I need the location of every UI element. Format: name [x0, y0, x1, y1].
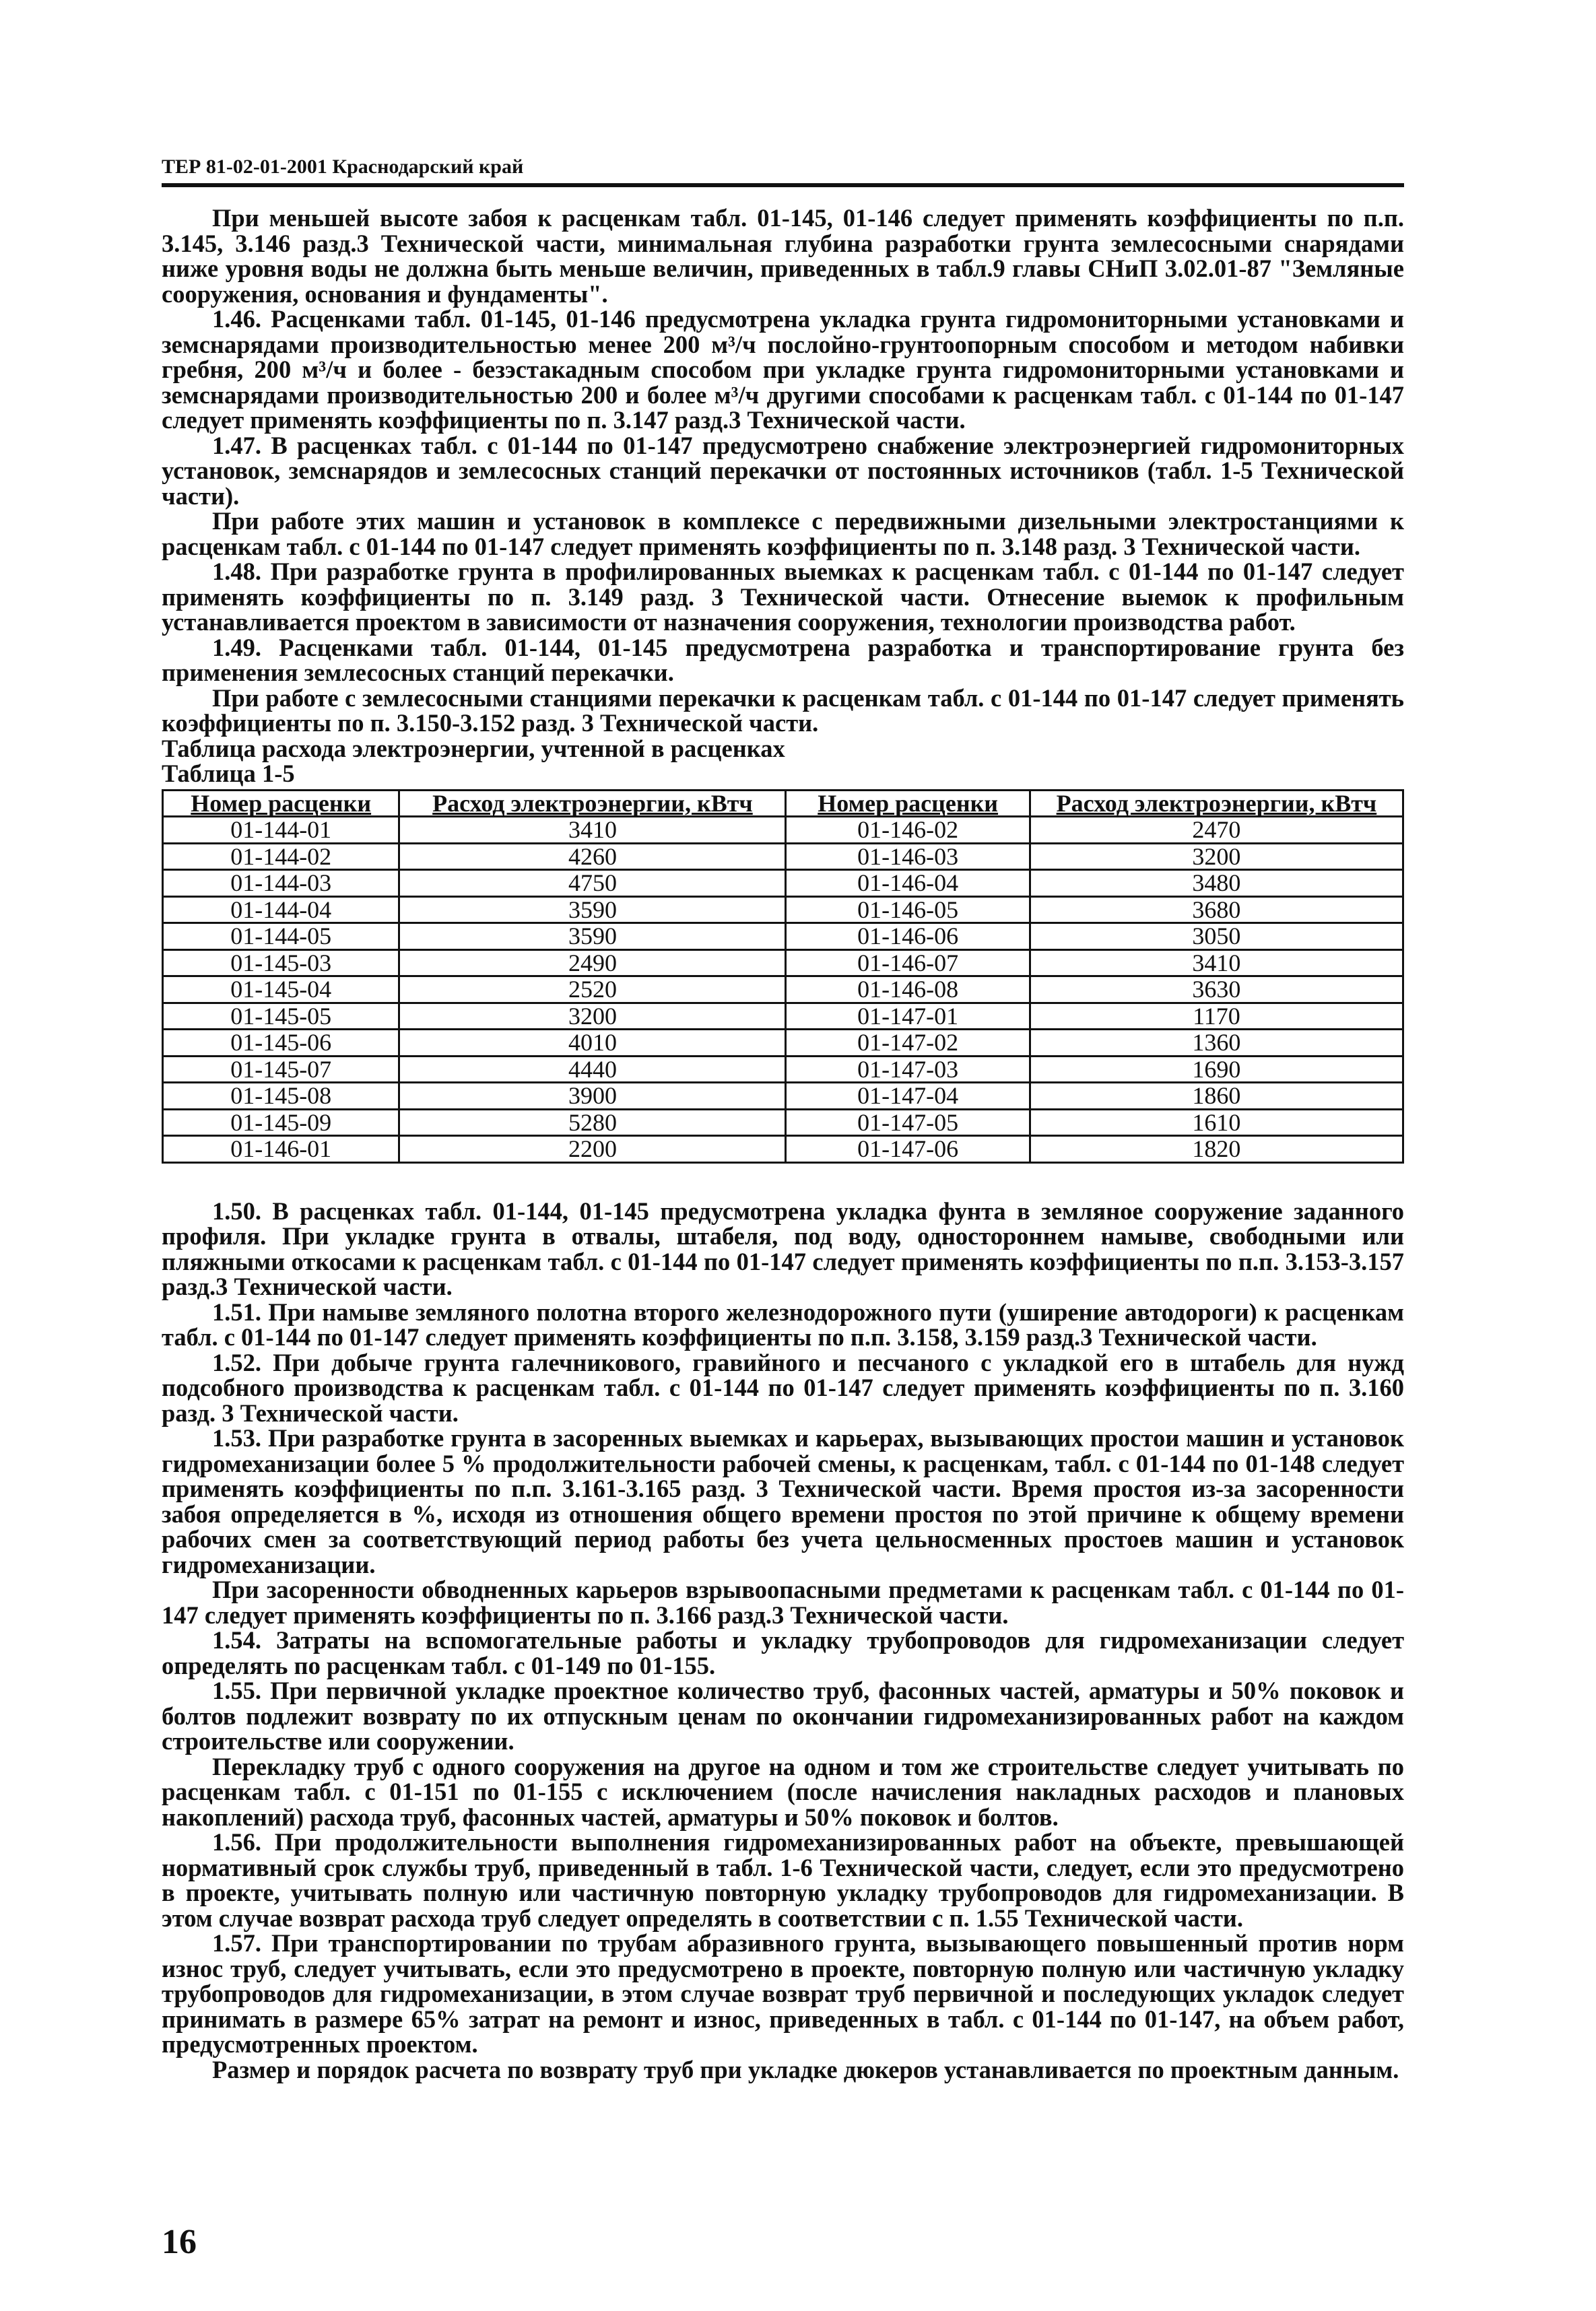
table-cell: 01-147-04 [786, 1083, 1030, 1110]
table-cell: 4440 [399, 1056, 786, 1083]
page-number: 16 [162, 2223, 197, 2261]
paragraph: При засоренности обводненных карьеров взрывоопасными предметами к расценкам табл. с 01-144 по 01-147 следует применять коэффициенты по п. 3.166 разд.3 Технической части. [162, 1576, 1404, 1629]
table-row [163, 976, 1403, 1003]
table-cell: 2470 [1030, 817, 1403, 844]
table-cell: 1170 [1030, 1003, 1403, 1030]
table-cell: 3590 [399, 896, 786, 923]
paragraph: При работе этих машин и установок в комплексе с передвижными дизельными электростанциями к расценкам табл. с 01-144 по 01-147 следует применять коэффициенты по п. 3.148 разд. 3 Технической части. [162, 507, 1404, 560]
paragraph: 1.52. При добыче грунта галечникового, гравийного и песчаного с укладкой его в штабель для нужд подсобного производства к расценкам табл. с 01-144 по 01-147 следует применять коэффициенты по п. 3.160 разд. 3 Технической части. [162, 1348, 1404, 1427]
table-cell: 01-147-03 [786, 1056, 1030, 1083]
page-header: ТЕР 81-02-01-2001 Краснодарский край [162, 156, 524, 178]
table-cell: 3590 [399, 923, 786, 950]
table-cell: 01-147-02 [786, 1030, 1030, 1057]
table-cell: 01-146-05 [786, 896, 1030, 923]
table-row [163, 1003, 1403, 1030]
table-cell: 01-144-01 [163, 817, 399, 844]
table-cell: 3410 [399, 817, 786, 844]
table-cell: 01-146-03 [786, 843, 1030, 870]
table-row [163, 817, 1403, 844]
table-cell: 01-147-06 [786, 1136, 1030, 1163]
table-cell: 2520 [399, 976, 786, 1003]
table-row [163, 1030, 1403, 1057]
table-cell: 1610 [1030, 1109, 1403, 1136]
paragraph: При работе с землесосными станциями перекачки к расценкам табл. с 01-144 по 01-147 следует применять коэффициенты по п. 3.150-3.152 разд. 3 Технической части. [162, 683, 1404, 737]
paragraph: 1.47. В расценках табл. с 01-144 по 01-147 предусмотрено снабжение электроэнергией гидромониторных установок, земснарядов и землесосных станций перекачки от постоянных источников (табл. 1-5 Технической части). [162, 431, 1404, 510]
table-cell: 01-145-06 [163, 1030, 399, 1057]
table-cell: 01-144-05 [163, 923, 399, 950]
paragraph: 1.55. При первичной укладке проектное количество труб, фасонных частей, арматуры и 50% поковок и болтов подлежит возврату по их отпускным ценам по окончании гидромеханизированных работ на каждом строительстве или сооружении. [162, 1677, 1404, 1755]
table-cell: 01-146-07 [786, 949, 1030, 976]
paragraph: 1.48. При разработке грунта в профилированных выемках к расценкам табл. с 01-144 по 01-147 следует применять коэффициенты по п. 3.149 разд. 3 Технической части. Отнесение выемок к профильным устанавливается проектом в зависимости от назначения сооружения, технологии производства работ. [162, 558, 1404, 636]
table-cell: 01-146-01 [163, 1136, 399, 1163]
paragraph: Размер и порядок расчета по возврату труб при укладке дюкеров устанавливается по проектным данным. [212, 2055, 1399, 2083]
table-cell: 01-147-05 [786, 1109, 1030, 1136]
table-cell: 4260 [399, 843, 786, 870]
table-cell: 1360 [1030, 1030, 1403, 1057]
paragraph: Перекладку труб с одного сооружения на другое на одном и том же строительстве следует учитывать по расценкам табл. с 01-151 по 01-155 с исключением (после начисления накладных расходов и плановых накоплений) расхода труб, фасонных частей, арматуры и 50% поковок и болтов. [162, 1752, 1404, 1831]
paragraphs-after-table [162, 1199, 1404, 2083]
paragraph: 1.49. Расценками табл. 01-144, 01-145 предусмотрена разработка и транспортирование грунта без применения землесосных станций перекачки. [162, 633, 1404, 686]
paragraph: 1.50. В расценках табл. 01-144, 01-145 предусмотрена укладка фунта в земляное сооружение заданного профиля. При укладке грунта в отвалы, штабеля, под воду, одностороннем намыве, свободными или пляжными откосами к расценкам табл. с 01-144 по 01-147 следует применять коэффициенты по п.п. 3.153-3.157 разд.3 Технической части. [162, 1197, 1404, 1300]
table-cell: 01-146-08 [786, 976, 1030, 1003]
paragraph: 1.57. При транспортировании по трубам абразивного грунта, вызывающего повышенный против норм износ труб, следует учитывать, если это предусмотрено в проекте, повторную полную или частичную укладку трубопроводов для гидромеханизации, в этом случае возврат труб первичной и последующих укладок следует принимать в размере 65% затрат на ремонт и износ, приведенных в табл. с 01-144 по 01-147, на объем работ, предусмотренных проектом. [162, 1929, 1404, 2058]
paragraph: При меньшей высоте забоя к расценкам табл. 01-145, 01-146 следует применять коэффициенты по п.п. 3.145, 3.146 разд.3 Технической части, минимальная глубина разработки грунта землесосными снарядами ниже уровня воды не должна быть меньше величин, приведенных в табл.9 главы СНиП 3.02.01-87 "Земляные сооружения, основания и фундаменты". [162, 204, 1404, 308]
table-cell: 1860 [1030, 1083, 1403, 1110]
table-cell: 1820 [1030, 1136, 1403, 1163]
table-cell: 01-146-06 [786, 923, 1030, 950]
table-cell: 4010 [399, 1030, 786, 1057]
header-cell-rate-number-2: Номер расценки [786, 790, 1030, 817]
table-cell: 01-144-04 [163, 896, 399, 923]
table-header-row [163, 790, 1403, 817]
table-row [163, 1056, 1403, 1083]
table-row [163, 843, 1403, 870]
table-cell: 3630 [1030, 976, 1403, 1003]
header-cell-energy-1: Расход электроэнергии, кВтч [399, 790, 786, 817]
table-row [163, 896, 1403, 923]
electricity-table [162, 789, 1404, 1164]
paragraphs-before-table [162, 205, 1404, 736]
table-cell: 01-144-03 [163, 870, 399, 897]
table-cell: 3050 [1030, 923, 1403, 950]
table-row [163, 1136, 1403, 1163]
table-cell: 4750 [399, 870, 786, 897]
paragraph: 1.56. При продолжительности выполнения гидромеханизированных работ на объекте, превышающей нормативный срок службы труб, приведенный в табл. 1-6 Технической части, следует, если это предусмотрено в проекте, учитывать полную или частичную повторную укладку трубопроводов для гидромеханизации. В этом случае возврат расхода труб следует определять в соответствии с п. 1.55 Технической части. [162, 1828, 1404, 1932]
table-cell: 2490 [399, 949, 786, 976]
header-cell-energy-2: Расход электроэнергии, кВтч [1030, 790, 1403, 817]
table-cell: 01-145-03 [163, 949, 399, 976]
table-cell: 01-145-07 [163, 1056, 399, 1083]
paragraph: 1.53. При разработке грунта в засоренных выемках и карьерах, вызывающих простои машин и установок гидромеханизации более 5 % продолжительности рабочей смены, к расценкам, табл. с 01-144 по 01-148 следует применять коэффициенты по п.п. 3.161-3.165 разд. 3 Технической части. Время простоя из-за засоренности забоя определяется в %, исходя из отношения общего времени простоя по этой причине к общему времени рабочих смен за соответствующий период работы без учета цельносменных простоев машин и установок гидромеханизации. [162, 1424, 1404, 1578]
table-cell: 01-145-09 [163, 1109, 399, 1136]
table-title: Таблица расхода электроэнергии, учтенной в расценках [162, 734, 785, 762]
table-cell: 3480 [1030, 870, 1403, 897]
table-body [163, 817, 1403, 1163]
table-cell: 1690 [1030, 1056, 1403, 1083]
table-number: Таблица 1-5 [162, 760, 295, 787]
table-cell: 01-145-08 [163, 1083, 399, 1110]
table-cell: 01-146-04 [786, 870, 1030, 897]
table-row [163, 923, 1403, 950]
table-cell: 3200 [399, 1003, 786, 1030]
table-row [163, 870, 1403, 897]
table-cell: 01-146-02 [786, 817, 1030, 844]
table-cell: 01-145-05 [163, 1003, 399, 1030]
header-rule [162, 183, 1404, 187]
table-row [163, 949, 1403, 976]
table-cell: 5280 [399, 1109, 786, 1136]
table-cell: 2200 [399, 1136, 786, 1163]
table-cell: 3410 [1030, 949, 1403, 976]
paragraph: 1.46. Расценками табл. 01-145, 01-146 предусмотрена укладка грунта гидромониторными установками и земснарядами производительностью менее 200 м³/ч послойно-грунтоопорным способом и методом набивки гребня, 200 м³/ч и более - безэстакадным способом при укладке грунта гидромониторными установками и земснарядами производительностью 200 и более м³/ч другими способами к расценкам табл. с 01-144 по 01-147 следует применять коэффициенты по п. 3.147 разд.3 Технической части. [162, 305, 1404, 434]
table-row [163, 1083, 1403, 1110]
paragraph: 1.51. При намыве земляного полотна второго железнодорожного пути (уширение автодороги) к расценкам табл. с 01-144 по 01-147 следует применять коэффициенты по п.п. 3.158, 3.159 разд.3 Технической части. [162, 1298, 1404, 1351]
table-cell: 3900 [399, 1083, 786, 1110]
table-cell: 3200 [1030, 843, 1403, 870]
table-cell: 01-144-02 [163, 843, 399, 870]
header-cell-rate-number-1: Номер расценки [163, 790, 399, 817]
table-cell: 3680 [1030, 896, 1403, 923]
table-cell: 01-145-04 [163, 976, 399, 1003]
table-row [163, 1109, 1403, 1136]
page-content [162, 205, 1404, 2082]
table-cell: 01-147-01 [786, 1003, 1030, 1030]
paragraph: 1.54. Затраты на вспомогательные работы и укладку трубопроводов для гидромеханизации следует определять по расценкам табл. с 01-149 по 01-155. [162, 1626, 1404, 1679]
